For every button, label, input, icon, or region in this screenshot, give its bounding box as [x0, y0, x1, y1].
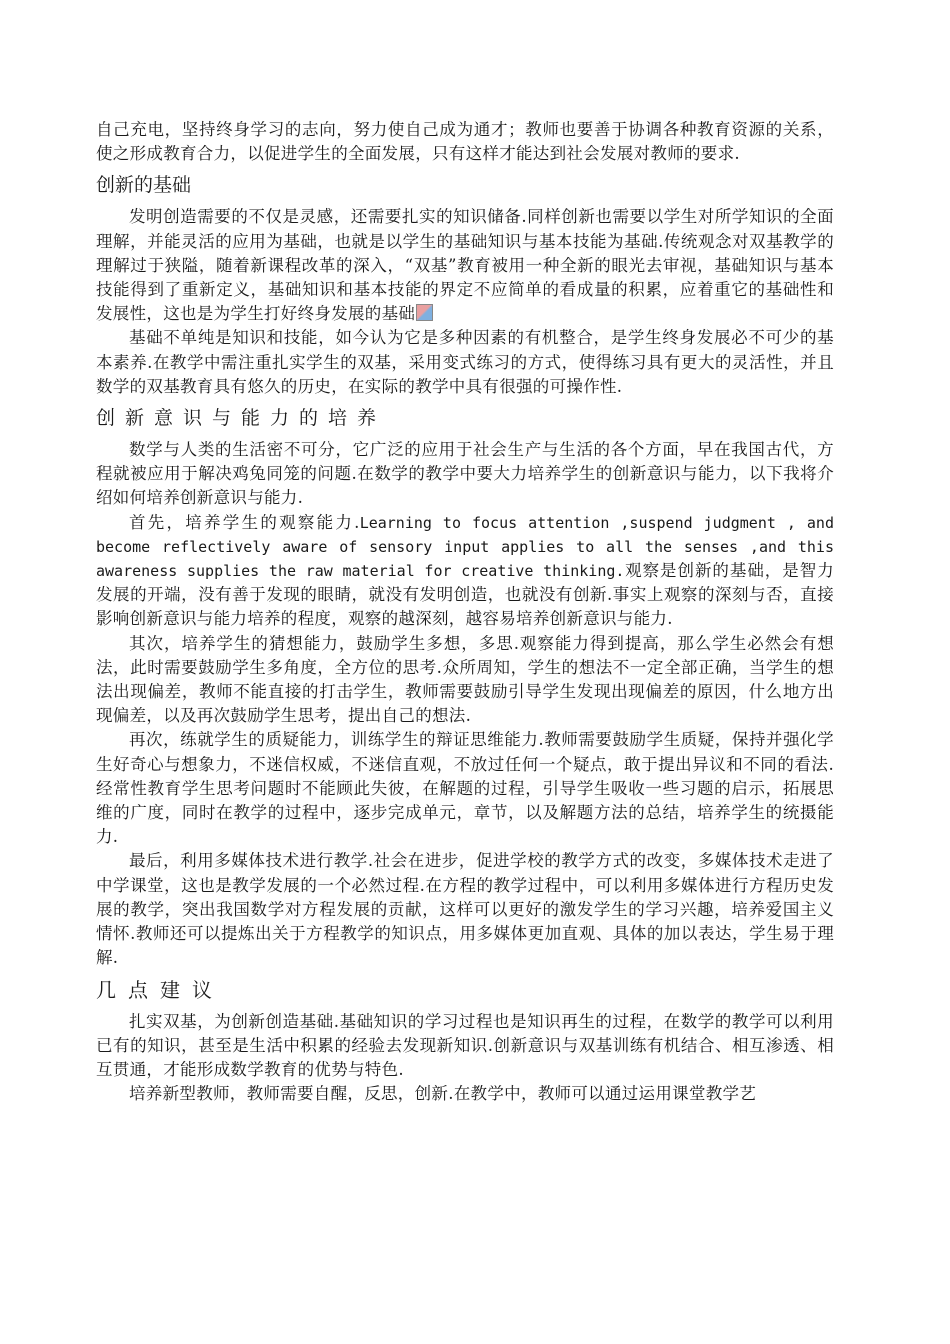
paragraph-multimedia: 最后，利用多媒体技术进行教学.社会在进步，促进学校的教学方式的改变，多媒体技术走进了中学课堂，这也是教学发展的一个必然过程.在方程的教学过程中，可以利用多媒体进行方程历史发展的教学，突出我国数学对方程发展的贡献，这样可以更好的激发学生的学习兴趣，培养爱国主义情怀.教师还可以提炼出关于方程教学的知识点，用多媒体更加直观、具体的加以表达，学生易于理解. [96, 851, 834, 968]
paragraph-foundation-1 [96, 205, 834, 326]
document-page [96, 118, 834, 1106]
paragraph-suggestion-1: 扎实双基，为创新创造基础.基础知识的学习过程也是知识再生的过程，在数学的教学可以利用已有的知识，甚至是生活中积累的经验去发现新知识.创新意识与双基训练有机结合、相互渗透、相互贯通，才能形成数学教育的优势与特色. [96, 1011, 834, 1079]
paragraph-suggestion-2: 培养新型教师，教师需要自醒，反思，创新.在教学中，教师可以通过运用课堂教学艺 [129, 1084, 757, 1104]
section-heading-awareness-ability: 创新意识与能力的培养 [96, 407, 387, 430]
observation-english-quote: Learning to focus attention ,suspend judgment , and become reflectively aware of sensory input applies to all the senses ,and this awareness supplies the raw material for creative thinking. [96, 513, 834, 581]
paragraph-conjecture: 其次，培养学生的猜想能力，鼓励学生多想，多思.观察能力得到提高，那么学生必然会有想法，此时需要鼓励学生多角度，全方位的思考.众所周知，学生的想法不一定全部正确，当学生的想法出现偏差，教师不能直接的打击学生，教师需要鼓励引导学生发现出现偏差的原因，什么地方出现偏差，以及再次鼓励学生思考，提出自己的想法. [96, 633, 834, 726]
paragraph-awareness-1: 数学与人类的生活密不可分，它广泛的应用于社会生产与生活的各个方面，早在我国古代，方程就被应用于解决鸡兔同笼的问题.在数学的教学中要大力培养学生的创新意识与能力，以下我将介绍如何培养创新意识与能力. [96, 440, 834, 508]
paragraph-foundation-2: 基础不单纯是知识和技能，如今认为它是多种因素的有机整合，是学生终身发展必不可少的基本素养.在教学中需注重扎实学生的双基，采用变式练习的方式，使得练习具有更大的灵活性，并且数学的双基教育具有悠久的历史，在实际的教学中具有很强的可操作性. [96, 328, 834, 396]
section-heading-suggestions: 几点建议 [96, 977, 224, 1002]
observation-rest: 观察是创新的基础，是智力发展的开端，没有善于发现的眼睛，就没有发明创造，也就没有创新.事实上观察的深刻与否，直接影响创新意识与能力培养的程度，观察的越深刻，越容易培养创新意识与能力. [96, 561, 834, 629]
paragraph-questioning: 再次，练就学生的质疑能力，训练学生的辩证思维能力.教师需要鼓励学生质疑，保持并强化学生好奇心与想象力，不迷信权威，不迷信直观，不放过任何一个疑点，敢于提出异议和不同的看法.经常性教育学生思考问题时不能顾此失彼，在解题的过程，引导学生吸收一些习题的启示，拓展思维的广度，同时在教学的过程中，逐步完成单元，章节，以及解题方法的总结，培养学生的统摄能力. [96, 730, 834, 847]
broken-image-icon [416, 304, 433, 321]
paragraph-foundation-1-text: 发明创造需要的不仅是灵感，还需要扎实的知识储备.同样创新也需要以学生对所学知识的全面理解，并能灵活的应用为基础，也就是以学生的基础知识与基本技能为基础.传统观念对双基教学的理解过于狭隘，随着新课程改革的深入，“双基”教育被用一种全新的眼光去审视，基础知识与基本技能得到了重新定义，基础知识和基本技能的界定不应简单的看成量的积累，应着重它的基础性和发展性，这也是为学生打好终身发展的基础 [96, 207, 834, 324]
section-heading-innovation-foundation: 创新的基础 [96, 174, 192, 197]
observation-lead: 首先，培养学生的观察能力. [129, 512, 360, 532]
paragraph-observation [96, 511, 834, 632]
intro-paragraph: 自己充电，坚持终身学习的志向，努力使自己成为通才；教师也要善于协调各种教育资源的关系，使之形成教育合力，以促进学生的全面发展，只有这样才能达到社会发展对教师的要求. [96, 120, 834, 164]
